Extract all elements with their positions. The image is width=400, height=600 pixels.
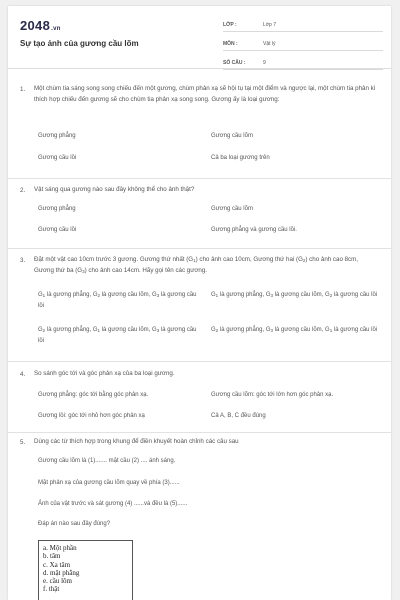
option-b[interactable]: Gương cầu lõm: góc tới lớn hơn góc phản xạ. — [211, 392, 334, 398]
worksheet-page: 2048.vn Sự tạo ảnh của gương cầu lõm LỚP : Lớp 7 MÔN : Vật lý SỐ CÂU : 9 1. Một chùm tia sáng song song chiếu đến một gương, chùm phản xạ sẽ hội tụ tại một điểm và ngược lại, một chùm tia phân kì thích hợp chiếu đến gương sẽ cho chùm tia phản xạ song song. Gương ấy là loại gương: Gương phẳng Gương cầu lõm Gương cầu lồi Cả ba loại gương trên 2. Vật sáng qua gương nào sau đây không thể cho ảnh thật? Gương phẳng Gương cầu lõm Gương cầu lồi Gương phẳng và gương cầu lồi. 3. Đặt một vật cao 10cm trước 3 gương. Gương thứ nhất $(G_1)$ cho ảnh cao 10cm, Gương thứ hai $(G_2)$ cho ảnh cao 8cm, Gương thứ ba $(G_3)$ cho ảnh cao 14cm. Hãy gọi tên các gương. $G_1$ là gương phẳng, $G_2$ là gương cầu lõm, $G_3$ là gương cầu lồi $G_1$ là gương phẳng, $G_3$ là gương cầu lõm, $G_2$ là gương cầu lồi $G_2$ là gương phẳng, $G_1$ là gương cầu lõm, $G_3$ là gương cầu lồi $G_2$ là gương phẳng, $G_3$ là gương cầu lõm, $G_1$ là gương cầu lồi 4. So sánh góc tới và góc phản xạ của ba loại gương. Gương phẳng: góc tới bằng góc phản xạ. Gương cầu lõm: góc tới lớn hơn góc phản xạ. Gương lồi: góc tới nhỏ hơn góc phản xạ Cả A, B, C đều đúng 5. Dùng các từ thích hợp trong khung để điền khuyết hoàn chỉnh các câu sau Gương cầu lõm là (1)....... mặt cầu (2) .... ánh sáng. Mặt phản xạ của gương cầu lõm quay về phía (3)...... Ảnh của vật trước và sát gương (4) ......và đều là (5)...... Đáp án nào sau đây đúng? a. Một phần b. tâm c. Xa tâm d. mặt phẳng e. cầu lõm f. thật — [8, 6, 391, 600]
option-d[interactable]: Gương phẳng và gương cầu lồi. — [211, 227, 297, 233]
question-3: 3. Đặt một vật cao 10cm trước 3 gương. Gương thứ nhất $(G_1)$ cho ảnh cao 10cm, Gương thứ hai $(G_2)$ cho ảnh cao 8cm, Gương thứ ba $(G_3)$ cho ảnh cao 14cm. Hãy gọi tên các gương. $G_1$ là gương phẳng, $G_2$ là gương cầu lõm, $G_3$ là gương cầu lồi $G_1$ là gương phẳng, $G_3$ là gương cầu lõm, $G_2$ là gương cầu lồi $G_2$ là gương phẳng, $G_1$ là gương cầu lõm, $G_3$ là gương cầu lồi $G_2$ là gương phẳng, $G_3$ là gương cầu lõm, $G_1$ là gương cầu lồi — [8, 248, 391, 362]
meta-row-count: SỐ CÂU : 9 — [223, 54, 383, 70]
word-bank-item: d. mặt phẳng — [43, 568, 80, 577]
option-a[interactable]: Gương phẳng: góc tới bằng góc phản xạ. — [38, 392, 149, 398]
answer-prompt: Đáp án nào sau đây đúng? — [38, 521, 111, 527]
option-d[interactable]: Cả A, B, C đều đúng — [211, 413, 266, 419]
word-bank-box — [38, 540, 133, 600]
fill-line-2: Mặt phản xạ của gương cầu lõm quay về phía (3)...... — [38, 480, 180, 486]
option-b[interactable]: $G_1$ là gương phẳng, $G_3$ là gương cầu lõm, $G_2$ là gương cầu lồi — [211, 292, 378, 298]
meta-info — [223, 16, 383, 73]
option-a[interactable]: $G_1$ là gương phẳng, $G_2$ là gương cầu lõm, $G_3$ là gương cầu lồi — [38, 292, 197, 309]
question-text: Một chùm tia sáng song song chiếu đến một gương, chùm phản xạ sẽ hội tụ tại một điểm và ngược lại, một chùm tia phân kì thích hợp chiếu đến gương sẽ cho chùm tia phản xạ song song. Gương ấy là loại gương: — [34, 85, 376, 103]
word-bank-item: f. thật — [43, 585, 60, 594]
meta-row-class: LỚP : Lớp 7 — [223, 16, 383, 32]
word-bank-item: e. cầu lõm — [43, 577, 72, 586]
option-a[interactable]: Gương phẳng — [38, 206, 76, 212]
meta-row-subject: MÔN : Vật lý — [223, 35, 383, 51]
option-d[interactable]: $G_2$ là gương phẳng, $G_3$ là gương cầu lõm, $G_1$ là gương cầu lồi — [211, 327, 378, 333]
question-text: Vật sáng qua gương nào sau đây không thể cho ảnh thật? — [34, 186, 195, 193]
word-bank-item: b. tâm — [43, 552, 61, 561]
worksheet-header — [8, 6, 391, 69]
option-c[interactable]: $G_2$ là gương phẳng, $G_1$ là gương cầu lõm, $G_3$ là gương cầu lồi — [38, 327, 197, 344]
question-text: Đặt một vật cao 10cm trước 3 gương. Gương thứ nhất $(G_1)$ cho ảnh cao 10cm, Gương thứ hai $(G_2)$ cho ảnh cao 8cm, Gương thứ ba $(G_3)$ cho ảnh cao 14cm. Hãy gọi tên các gương. — [34, 256, 359, 274]
option-a[interactable]: Gương phẳng — [38, 133, 76, 139]
question-4: 4. So sánh góc tới và góc phản xạ của ba loại gương. Gương phẳng: góc tới bằng góc phản xạ. Gương cầu lõm: góc tới lớn hơn góc phản xạ. Gương lồi: góc tới nhỏ hơn góc phản xạ Cả A, B, C đều đúng — [8, 361, 391, 433]
worksheet-title: Sự tạo ảnh của gương cầu lõm — [20, 39, 139, 48]
option-d[interactable]: Cả ba loại gương trên — [211, 155, 270, 161]
word-bank-item: a. Một phần — [43, 544, 77, 552]
word-bank-item: c. Xa tâm — [43, 560, 71, 569]
question-text: Dùng các từ thích hợp trong khung để điền khuyết hoàn chỉnh các câu sau — [34, 438, 239, 445]
option-c[interactable]: Gương cầu lồi — [38, 227, 77, 233]
option-b[interactable]: Gương cầu lõm — [211, 206, 253, 212]
option-c[interactable]: Gương cầu lồi — [38, 155, 77, 161]
question-1: 1. Một chùm tia sáng song song chiếu đến một gương, chùm phản xạ sẽ hội tụ tại một điểm và ngược lại, một chùm tia phân kì thích hợp chiếu đến gương sẽ cho chùm tia phản xạ song song. Gương ấy là loại gương: Gương phẳng Gương cầu lõm Gương cầu lồi Cả ba loại gương trên — [8, 68, 391, 179]
fill-line-3: Ảnh của vật trước và sát gương (4) ......và đều là (5)...... — [38, 501, 188, 507]
fill-line-1: Gương cầu lõm là (1)....... mặt cầu (2) .... ánh sáng. — [38, 458, 176, 464]
question-text: So sánh góc tới và góc phản xạ của ba loại gương. — [34, 370, 175, 377]
question-2: 2. Vật sáng qua gương nào sau đây không thể cho ảnh thật? Gương phẳng Gương cầu lõm Gương cầu lồi Gương phẳng và gương cầu lồi. — [8, 178, 391, 249]
option-c[interactable]: Gương lồi: góc tới nhỏ hơn góc phản xạ — [38, 413, 145, 419]
site-logo[interactable]: 2048.vn — [20, 18, 61, 33]
option-b[interactable]: Gương cầu lõm — [211, 133, 253, 139]
